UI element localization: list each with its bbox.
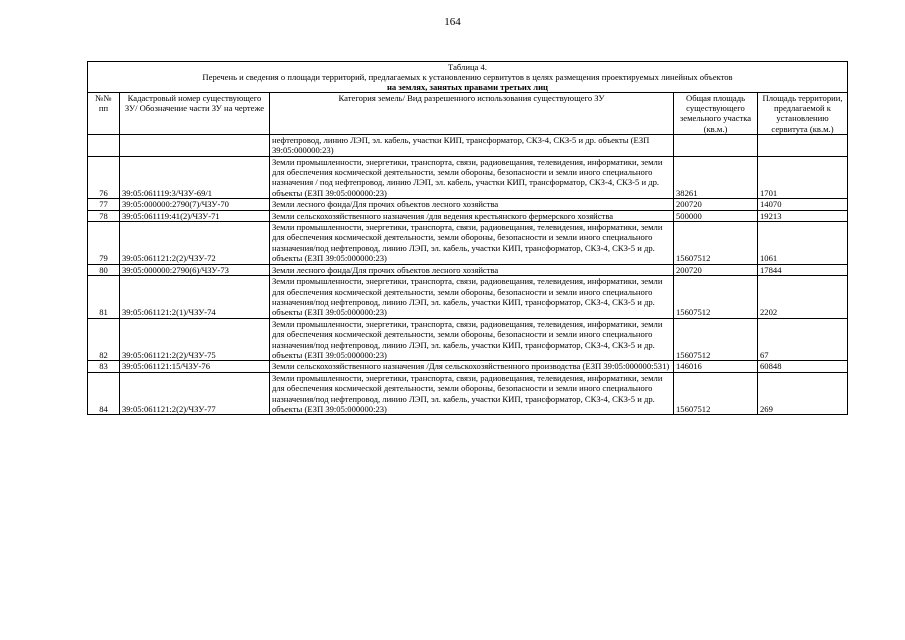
cell-num: 77: [88, 199, 120, 210]
cell-num: 80: [88, 264, 120, 275]
cell-num: 76: [88, 156, 120, 199]
cell-cadastral: 39:05:000000:2790(7)/ЧЗУ-70: [120, 199, 270, 210]
table-row: [88, 210, 848, 221]
table-row: [88, 318, 848, 361]
cell-total-area: [674, 134, 758, 156]
cell-cadastral: [120, 134, 270, 156]
cell-total-area: 200720: [674, 199, 758, 210]
table-header-row: [88, 93, 848, 135]
col-header-num: №№ пп: [88, 93, 120, 135]
cell-category: Земли лесного фонда/Для прочих объектов лесного хозяйства: [270, 264, 674, 275]
table-row: [88, 372, 848, 415]
cell-total-area: 38261: [674, 156, 758, 199]
cell-total-area: 15607512: [674, 222, 758, 265]
cell-cadastral: 39:05:061119:41(2)/ЧЗУ-71: [120, 210, 270, 221]
table-row: [88, 264, 848, 275]
table-caption-row: [88, 62, 848, 93]
table-row: [88, 199, 848, 210]
cell-category: Земли промышленности, энергетики, транспорта, связи, радиовещания, телевидения, информатики, земли для обеспечения космической деятельности, земли обороны, безопасности и земли иного специального назначения/под нефтепровод, линию ЛЭП, эл. кабель, участки КИП, трансформатор, СКЗ-4, СКЗ-5 и др. объекты (ЕЗП 39:05:000000:23): [270, 222, 674, 265]
cell-num: 83: [88, 361, 120, 372]
cell-category: Земли промышленности, энергетики, транспорта, связи, радиовещания, телевидения, информатики, земли для обеспечения космической деятельности, земли обороны, безопасности и земли иного специального назначения / под нефтепровод, линию ЛЭП, эл. кабель, участки КИП, трансформатор, СКЗ-4, СКЗ-5 и др. объекты (ЕЗП 39:05:000000:23): [270, 156, 674, 199]
cell-servitude-area: 67: [758, 318, 848, 361]
cell-total-area: 146016: [674, 361, 758, 372]
cell-num: [88, 134, 120, 156]
cell-servitude-area: 1061: [758, 222, 848, 265]
cell-category: Земли промышленности, энергетики, транспорта, связи, радиовещания, телевидения, информатики, земли для обеспечения космической деятельности, земли обороны, безопасности и земли иного специального назначения/под нефтепровод, линию ЛЭП, эл. кабель, участки КИП, трансформатор, СКЗ-4, СКЗ-5 и др. объекты (ЕЗП 39:05:000000:23): [270, 318, 674, 361]
cell-servitude-area: 269: [758, 372, 848, 415]
cell-num: 84: [88, 372, 120, 415]
cell-num: 82: [88, 318, 120, 361]
cell-category: Земли сельскохозяйственного назначения /Для сельскохозяйственного производства (ЕЗП 39:05:000000:531): [270, 361, 674, 372]
col-header-cadastral: Кадастровый номер существующего ЗУ/ Обозначение части ЗУ на чертеже: [120, 93, 270, 135]
cell-total-area: 15607512: [674, 372, 758, 415]
cell-category: нефтепровод, линию ЛЭП, эл. кабель, участки КИП, трансформатор, СКЗ-4, СКЗ-5 и др. объекты (ЕЗП 39:05:000000:23): [270, 134, 674, 156]
cell-category: Земли сельскохозяйственного назначения /для ведения крестьянского фермерского хозяйства: [270, 210, 674, 221]
cell-cadastral: 39:05:061121:2(2)/ЧЗУ-72: [120, 222, 270, 265]
table-row: [88, 361, 848, 372]
page-number: 164: [444, 16, 461, 28]
cell-category: Земли промышленности, энергетики, транспорта, связи, радиовещания, телевидения, информатики, земли для обеспечения космической деятельности, земли обороны, безопасности и земли иного специального назначения/под нефтепровод, линию ЛЭП, эл. кабель, участки КИП, трансформатор, СКЗ-4, СКЗ-5 и др. объекты (ЕЗП 39:05:000000:23): [270, 372, 674, 415]
cell-num: 78: [88, 210, 120, 221]
cell-servitude-area: [758, 134, 848, 156]
col-header-servitude-area: Площадь территории, предлагаемой к установлению сервитута (кв.м.): [758, 93, 848, 135]
table-row: [88, 276, 848, 319]
table-caption: [88, 62, 848, 93]
cell-category: Земли лесного фонда/Для прочих объектов лесного хозяйства: [270, 199, 674, 210]
cell-total-area: 15607512: [674, 318, 758, 361]
cell-servitude-area: 60848: [758, 361, 848, 372]
table-title: Перечень и сведения о площади территорий, предлагаемых к установлению сервитутов в целях размещения проектируемых линейных объектов: [202, 72, 733, 82]
cell-servitude-area: 19213: [758, 210, 848, 221]
servitude-table: [87, 61, 848, 415]
cell-servitude-area: 1701: [758, 156, 848, 199]
cell-cadastral: 39:05:061121:2(2)/ЧЗУ-77: [120, 372, 270, 415]
cell-total-area: 500000: [674, 210, 758, 221]
col-header-category: Категория земель/ Вид разрешенного использования существующего ЗУ: [270, 93, 674, 135]
table-row: [88, 134, 848, 156]
cell-servitude-area: 14070: [758, 199, 848, 210]
table-row: [88, 222, 848, 265]
col-header-total-area: Общая площадь существующего земельного участка (кв.м.): [674, 93, 758, 135]
cell-num: 79: [88, 222, 120, 265]
cell-cadastral: 39:05:061121:2(2)/ЧЗУ-75: [120, 318, 270, 361]
cell-servitude-area: 2202: [758, 276, 848, 319]
cell-servitude-area: 17844: [758, 264, 848, 275]
cell-cadastral: 39:05:000000:2790(6)/ЧЗУ-73: [120, 264, 270, 275]
cell-cadastral: 39:05:061119:3/ЧЗУ-69/1: [120, 156, 270, 199]
cell-cadastral: 39:05:061121:15/ЧЗУ-76: [120, 361, 270, 372]
table-number: Таблица 4.: [448, 62, 487, 72]
cell-num: 81: [88, 276, 120, 319]
cell-category: Земли промышленности, энергетики, транспорта, связи, радиовещания, телевидения, информатики, земли для обеспечения космической деятельности, земли обороны, безопасности и земли иного специального назначения/под нефтепровод, линию ЛЭП, эл. кабель, участки КИП, трансформатор, СКЗ-4, СКЗ-5 и др. объекты (ЕЗП 39:05:000000:23): [270, 276, 674, 319]
cell-total-area: 15607512: [674, 276, 758, 319]
cell-cadastral: 39:05:061121:2(1)/ЧЗУ-74: [120, 276, 270, 319]
table-row: [88, 156, 848, 199]
table-subtitle: на землях, занятых правами третьих лиц: [386, 82, 549, 92]
cell-total-area: 200720: [674, 264, 758, 275]
